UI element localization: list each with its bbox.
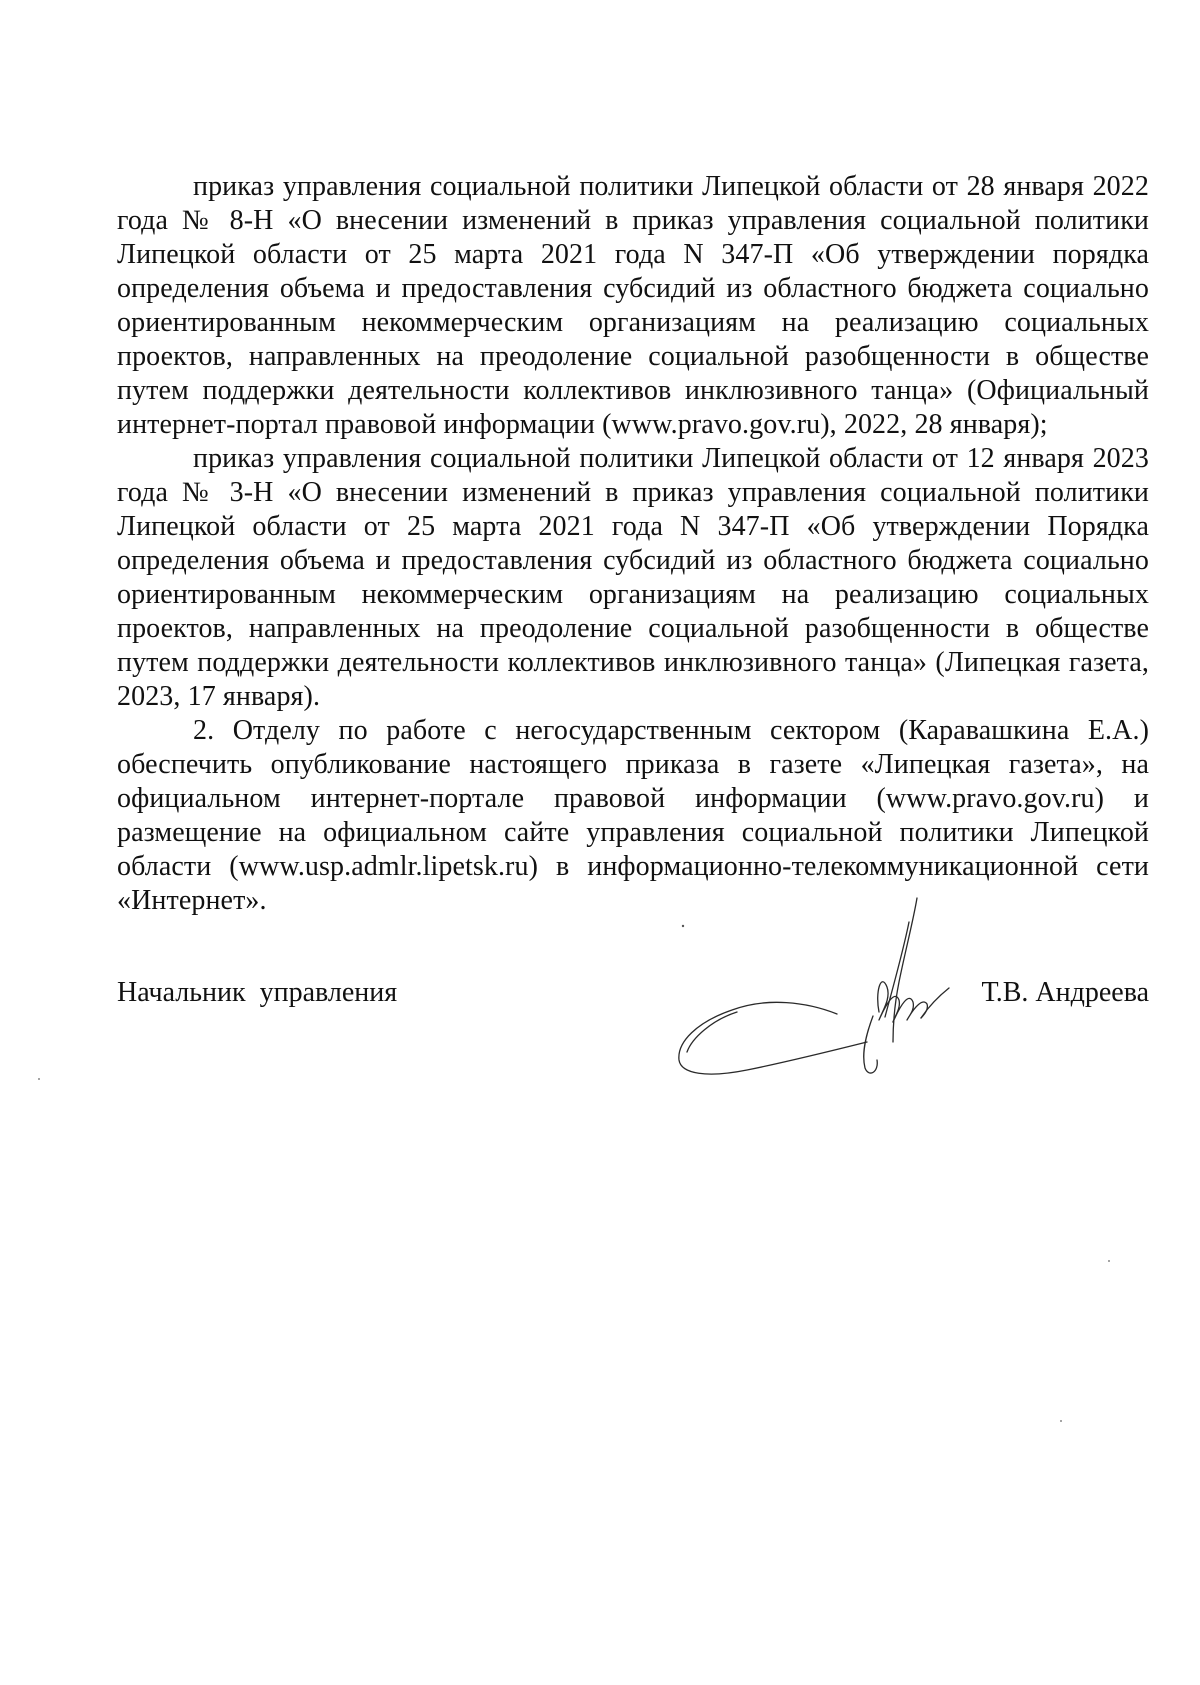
signature-block [117,952,1149,1072]
handwritten-signature-icon [617,892,977,1092]
signatory-name: Т.В. Андреева [981,977,1149,1008]
scan-speck [1108,1260,1110,1262]
paragraph-order-2022: приказ управления социальной политики Липецкой области от 28 января 2022 года № 8-Н «О внесении изменений в приказ управления социальной политики Липецкой области от 25 марта 2021 года N 347-П «Об утверждении порядка определения объема и предоставления субсидий из областного бюджета социально ориентированным некоммерческим организациям на реализацию социальных проектов, направленных на преодоление социальной разобщенности в обществе путем поддержки деятельности коллективов инклюзивного танца» (Официальный интернет-портал правовой информации (www.pravo.gov.ru), 2022, 28 января); [117,171,1149,440]
paragraph-order-2023: приказ управления социальной политики Липецкой области от 12 января 2023 года № 3-Н «О внесении изменений в приказ управления социальной политики Липецкой области от 25 марта 2021 года N 347-П «Об утверждении Порядка определения объема и предоставления субсидий из областного бюджета социально ориентированным некоммерческим организациям на реализацию социальных проектов, направленных на преодоление социальной разобщенности в обществе путем поддержки деятельности коллективов инклюзивного танца» (Липецкая газета, 2023, 17 января). [117,443,1149,712]
document-body [117,170,1149,918]
signatory-position: Начальник управления [117,977,398,1008]
scan-speck [38,1078,40,1080]
scan-speck [1060,1420,1062,1422]
paragraph-item-2: 2. Отделу по работе с негосударственным сектором (Каравашкина Е.А.) обеспечить опубликование настоящего приказа в газете «Липецкая газета», на официальном интернет-портале правовой информации (www.pravo.gov.ru) и размещение на официальном сайте управления социальной политики Липецкой области (www.usp.admlr.lipetsk.ru) в информационно-телекоммуникационной сети «Интернет». [117,715,1149,916]
